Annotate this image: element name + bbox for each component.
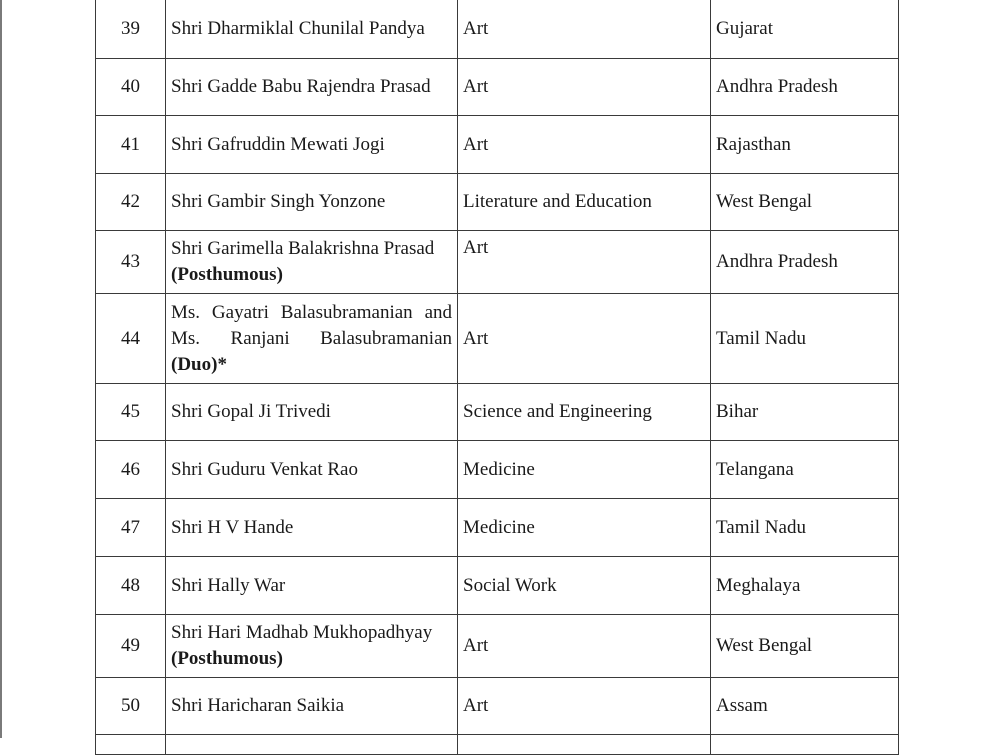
state-cell: Meghalaya [711, 557, 899, 615]
awardee-name: Shri Gafruddin Mewati Jogi [166, 116, 458, 174]
table-row [96, 0, 899, 59]
awards-table [95, 0, 899, 755]
state-cell: Assam [711, 678, 899, 735]
state-cell: Tamil Nadu [711, 499, 899, 557]
table-row [96, 384, 899, 441]
awardee-name: Shri Gambir Singh Yonzone [166, 174, 458, 231]
table-row [96, 678, 899, 735]
table-row [96, 174, 899, 231]
awardee-name: Shri Gopal Ji Trivedi [166, 384, 458, 441]
row-number: 46 [96, 441, 166, 499]
row-number: 43 [96, 231, 166, 294]
awardee-name: Shri Hally War [166, 557, 458, 615]
state-cell: Tamil Nadu [711, 294, 899, 384]
page-left-edge [0, 0, 2, 738]
awardee-name: Shri Guduru Venkat Rao [166, 441, 458, 499]
table-row [96, 59, 899, 116]
field-cell: Art [458, 116, 711, 174]
row-number: 50 [96, 678, 166, 735]
field-cell: Medicine [458, 441, 711, 499]
awardee-name: Shri Garimella Balakrishna Prasad (Posthumous) [166, 231, 458, 294]
row-number: 42 [96, 174, 166, 231]
field-cell: Art [458, 294, 711, 384]
field-cell: Social Work [458, 557, 711, 615]
row-number: 45 [96, 384, 166, 441]
table-row [96, 231, 899, 294]
table-row [96, 499, 899, 557]
state-cell: West Bengal [711, 174, 899, 231]
row-number: 39 [96, 0, 166, 59]
state-cell: Andhra Pradesh [711, 59, 899, 116]
awardee-name: Shri H V Hande [166, 499, 458, 557]
row-number: 40 [96, 59, 166, 116]
table-row [96, 294, 899, 384]
field-cell: Science and Engineering [458, 384, 711, 441]
posthumous-note: (Posthumous) [171, 264, 283, 285]
table-row [96, 557, 899, 615]
state-cell: Gujarat [711, 0, 899, 59]
state-cell: West Bengal [711, 615, 899, 678]
table-row [96, 441, 899, 499]
awardee-name: Shri Dharmiklal Chunilal Pandya [166, 0, 458, 59]
field-cell: Art [458, 59, 711, 116]
row-number: 47 [96, 499, 166, 557]
state-cell: Telangana [711, 441, 899, 499]
table-row [96, 116, 899, 174]
field-cell: Art [458, 0, 711, 59]
row-number: 44 [96, 294, 166, 384]
awardee-name: Ms. Gayatri Balasubramanian and Ms. Ranjani Balasubramanian (Duo)* [166, 294, 458, 384]
field-cell: Literature and Education [458, 174, 711, 231]
row-number: 48 [96, 557, 166, 615]
awardee-name: Shri Haricharan Saikia [166, 678, 458, 735]
state-cell: Rajasthan [711, 116, 899, 174]
awardee-name: Shri Gadde Babu Rajendra Prasad [166, 59, 458, 116]
posthumous-note: (Posthumous) [171, 648, 283, 669]
state-cell: Andhra Pradesh [711, 231, 899, 294]
state-cell: Bihar [711, 384, 899, 441]
awardee-name: Shri Hari Madhab Mukhopadhyay (Posthumous) [166, 615, 458, 678]
field-cell: Art [458, 231, 711, 294]
table-row [96, 615, 899, 678]
field-cell: Medicine [458, 499, 711, 557]
duo-note: (Duo)* [171, 353, 227, 375]
row-number: 49 [96, 615, 166, 678]
field-cell: Art [458, 678, 711, 735]
field-cell: Art [458, 615, 711, 678]
row-number: 41 [96, 116, 166, 174]
